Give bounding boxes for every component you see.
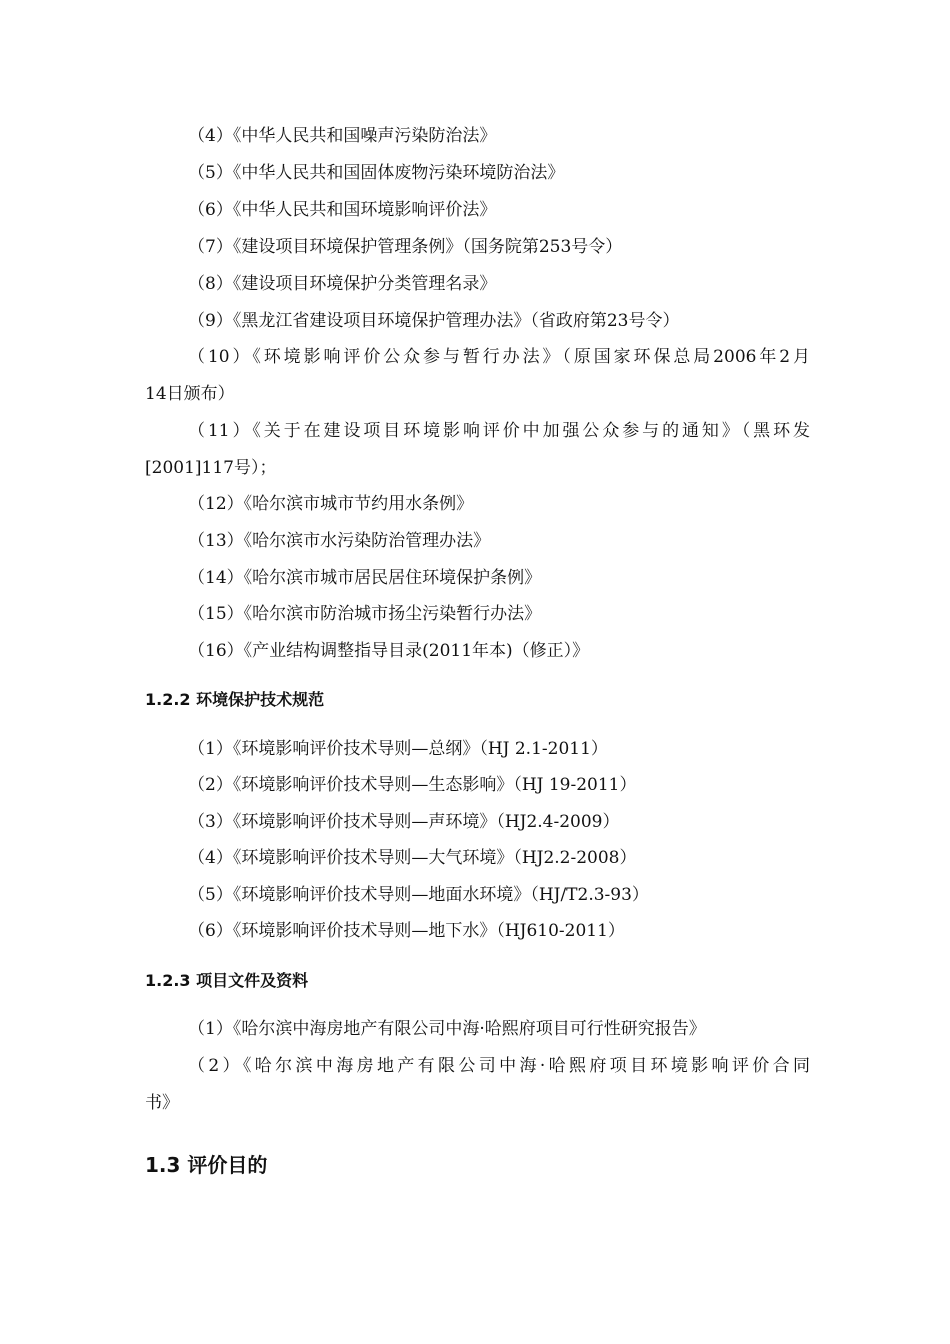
standard-item-6: （6）《环境影响评价技术导则—地下水》（HJ610-2011） — [188, 921, 625, 941]
law-item-12: （12）《哈尔滨市城市节约用水条例》 — [188, 494, 474, 514]
law-item-13: （13）《哈尔滨市水污染防治管理办法》 — [188, 531, 491, 551]
law-item-14: （14）《哈尔滨市城市居民居住环境保护条例》 — [188, 568, 542, 588]
standard-item-5: （5）《环境影响评价技术导则—地面水环境》（HJ/T2.3-93） — [188, 885, 649, 905]
law-item-9: （9）《黑龙江省建设项目环境保护管理办法》（省政府第23号令） — [188, 311, 680, 331]
standard-item-1: （1）《环境影响评价技术导则—总纲》（HJ 2.1-2011） — [188, 739, 608, 759]
standard-item-3: （3）《环境影响评价技术导则—声环境》（HJ2.4-2009） — [188, 812, 620, 832]
project-doc-item-2-line1: （2）《哈尔滨中海房地产有限公司中海·哈熙府项目环境影响评价合同 — [188, 1056, 810, 1076]
standard-item-4: （4）《环境影响评价技术导则—大气环境》（HJ2.2-2008） — [188, 848, 637, 868]
law-item-4: （4）《中华人民共和国噪声污染防治法》 — [188, 126, 497, 146]
law-item-5: （5）《中华人民共和国固体废物污染环境防治法》 — [188, 163, 565, 183]
law-item-8: （8）《建设项目环境保护分类管理名录》 — [188, 274, 497, 294]
project-doc-item-1: （1）《哈尔滨中海房地产有限公司中海·哈熙府项目可行性研究报告》 — [188, 1019, 706, 1039]
law-item-10-line2: 14日颁布） — [145, 384, 235, 404]
law-item-10-line1: （10）《环境影响评价公众参与暂行办法》（原国家环保总局2006年2月 — [188, 347, 810, 367]
law-item-7: （7）《建设项目环境保护管理条例》（国务院第253号令） — [188, 237, 623, 257]
law-item-11-line1: （11）《关于在建设项目环境影响评价中加强公众参与的通知》（黑环发 — [188, 421, 810, 441]
law-item-16: （16）《产业结构调整指导目录(2011年本)（修正）》 — [188, 641, 590, 661]
project-doc-item-2-line2: 书》 — [145, 1093, 179, 1113]
section-heading-1-3: 1.3 评价目的 — [145, 1153, 268, 1177]
section-heading-1-2-2: 1.2.2 环境保护技术规范 — [145, 690, 325, 709]
section-heading-1-2-3: 1.2.3 项目文件及资料 — [145, 971, 309, 990]
standard-item-2: （2）《环境影响评价技术导则—生态影响》（HJ 19-2011） — [188, 775, 637, 795]
law-item-6: （6）《中华人民共和国环境影响评价法》 — [188, 200, 497, 220]
law-item-11-line2: [2001]117号）； — [145, 458, 277, 478]
law-item-15: （15）《哈尔滨市防治城市扬尘污染暂行办法》 — [188, 604, 542, 624]
